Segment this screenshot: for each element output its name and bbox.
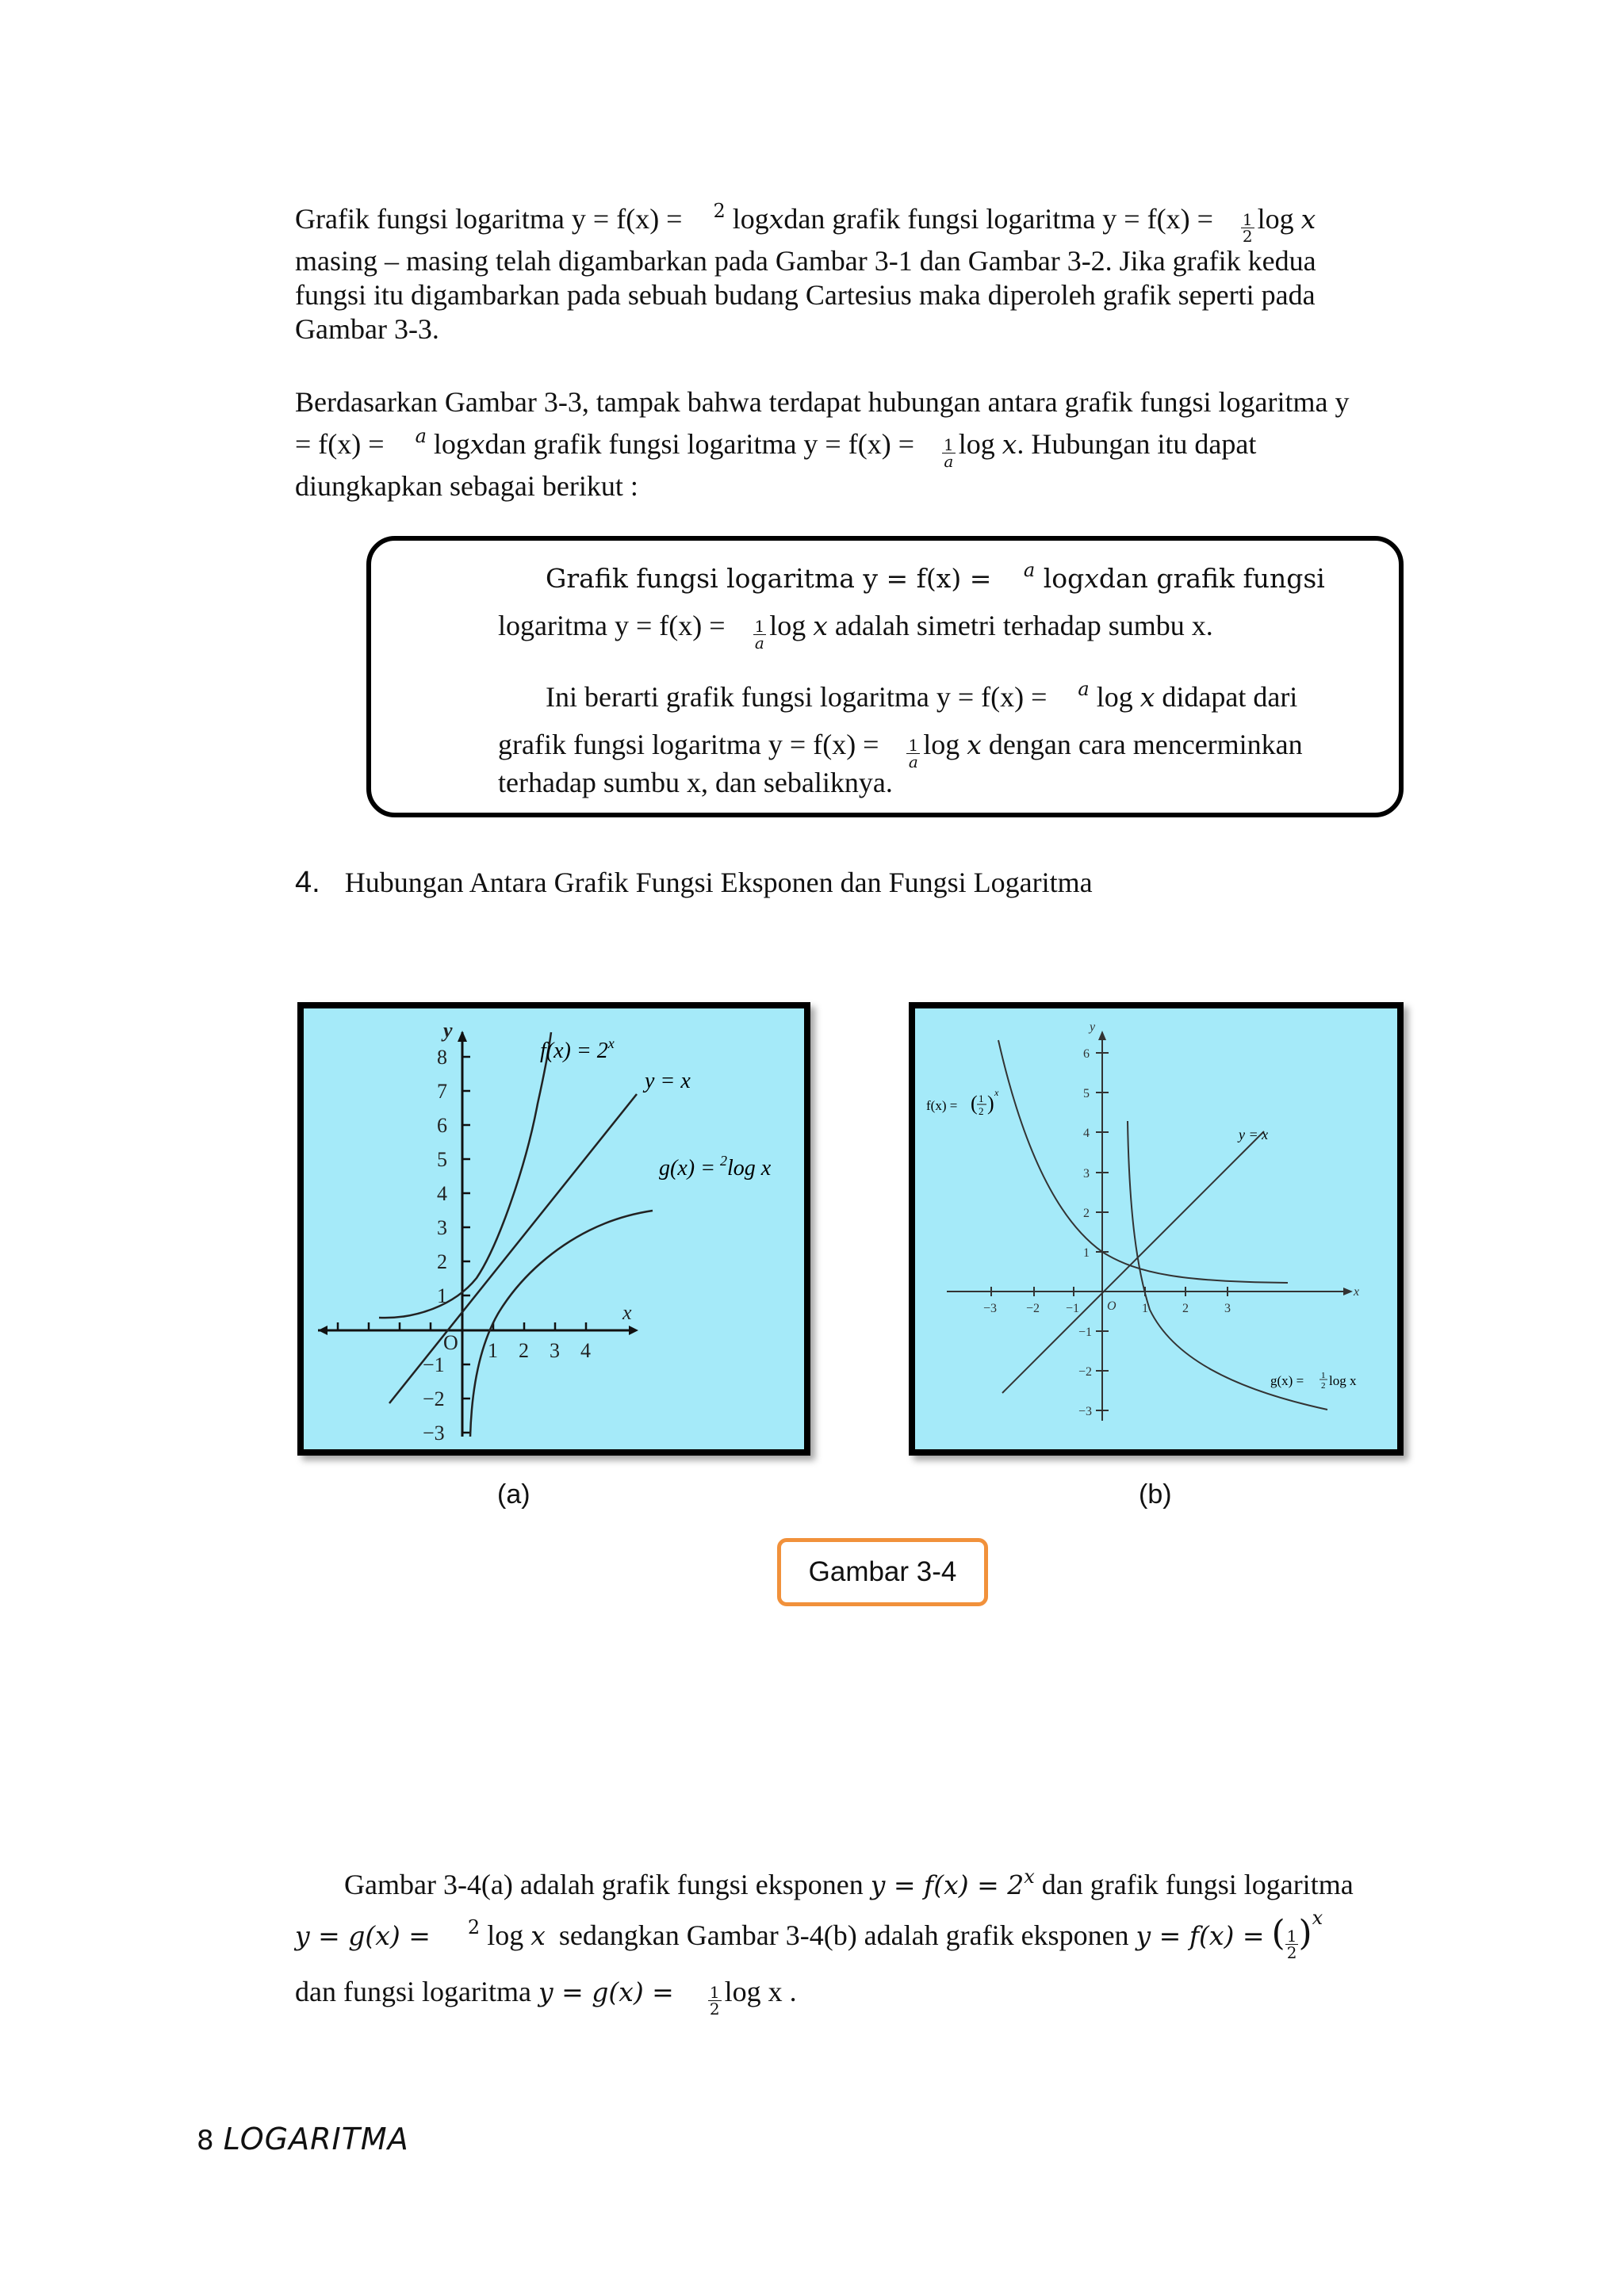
p3-eq3-fraction	[1285, 1928, 1299, 1961]
p1-fraction	[1241, 212, 1254, 244]
callout-l4-fraction	[906, 737, 920, 770]
fa-ytick-6: 6	[437, 1114, 447, 1137]
fa-xtick-4: 4	[580, 1339, 591, 1362]
fa-x-axis-label: x	[622, 1301, 632, 1324]
fb-ytick-m1: −1	[1078, 1326, 1093, 1339]
footer-title: LOGARITMA	[223, 2122, 409, 2156]
p3-eq3-exp: x	[1312, 1907, 1323, 1929]
p1-var-x: x	[768, 204, 784, 235]
fa-line-y-eq-x	[389, 1094, 637, 1403]
fa-g-label: g(x) = $^2$log x	[659, 1153, 772, 1181]
callout-box	[366, 536, 1404, 817]
callout-l4-text: grafik fungsi logaritma y = f(x) =	[498, 729, 879, 760]
paragraph-1	[295, 202, 1421, 346]
p3-eq3-num: 1	[1286, 1927, 1297, 1946]
fa-xtick-1: 1	[488, 1339, 498, 1362]
fb-ytick-m2: −2	[1078, 1365, 1093, 1379]
fb-ytick-6: 6	[1083, 1047, 1090, 1061]
paragraph-3	[295, 1868, 1421, 2017]
fb-f-frac-den: 2	[979, 1105, 984, 1117]
fa-ytick-4: 4	[437, 1182, 447, 1205]
p2-line2	[295, 427, 1421, 469]
figure-a	[297, 1002, 810, 1456]
fb-ytick-2: 2	[1083, 1207, 1090, 1220]
figure-caption-text: Gambar 3-4	[808, 1556, 957, 1587]
fb-f-label: f(x) =	[926, 1098, 958, 1113]
p3-eq3-den: 2	[1286, 1943, 1297, 1962]
p3-eq1: y = f(x) = 2	[870, 1869, 1025, 1900]
p3-text-e: dan fungsi logaritma	[295, 1976, 531, 2007]
fa-ytick-7: 7	[437, 1080, 447, 1103]
fa-ytick-2: 2	[437, 1250, 447, 1273]
p1-log-base: 2	[713, 200, 726, 222]
fb-xtick-2: 2	[1182, 1302, 1189, 1315]
p3-eq3: y = f(x) =	[1136, 1920, 1265, 1951]
fb-ytick-3: 3	[1083, 1167, 1090, 1181]
callout-l1-base: a	[1023, 559, 1036, 581]
p2-fraction	[942, 437, 956, 469]
fb-xtick-1: 1	[1142, 1302, 1148, 1315]
p1-frac-num: 1	[1242, 210, 1253, 229]
p1-line1	[295, 202, 1421, 244]
p1-log: log	[732, 203, 769, 235]
fb-f-label-paren-close: )	[987, 1092, 994, 1115]
callout-l3-text-c: didapat dari	[1162, 681, 1298, 713]
callout-l1-text: Grafik fungsi logaritma y = f(x) =	[546, 563, 992, 594]
section-heading	[295, 866, 1093, 900]
fb-x-arrow	[1343, 1288, 1353, 1295]
fa-y-axis-label: y	[443, 1019, 453, 1042]
callout-l1-log: log	[1043, 563, 1085, 594]
fa-ytick-5: 5	[437, 1148, 447, 1171]
p2-line1: Berdasarkan Gambar 3-3, tampak bahwa terdapat hubungan antara grafik fungsi logaritma y	[295, 386, 1350, 418]
callout-l3-log: log	[1096, 681, 1133, 713]
fb-xtick-3: 3	[1224, 1302, 1231, 1315]
callout-l4-log: log	[923, 729, 960, 760]
callout-l1-text-c: dan grafik fungsi	[1098, 563, 1325, 594]
callout-line4	[498, 728, 1303, 770]
fb-g-frac-num: 1	[1321, 1371, 1326, 1380]
p3-log: log	[487, 1919, 524, 1951]
callout-l4-text-c: dengan cara mencerminkan	[988, 729, 1303, 760]
p3-eq2: y = g(x) =	[295, 1920, 431, 1951]
fb-xtick-m3: −3	[983, 1302, 998, 1315]
page-footer	[197, 2122, 409, 2156]
fa-ytick-3: 3	[437, 1216, 447, 1239]
callout-l2-x: x	[813, 610, 828, 641]
p3-var-x: x	[530, 1920, 546, 1951]
callout-l4-den: a	[908, 752, 918, 771]
fa-x-arrow	[629, 1326, 638, 1335]
callout-l3-text: Ini berarti grafik fungsi logaritma y = f(x) =	[546, 681, 1048, 713]
callout-l3-base: a	[1078, 678, 1090, 700]
section-number: 4.	[295, 866, 320, 899]
p3-eq4-num: 1	[709, 1983, 720, 2002]
p3-eq1-exp: x	[1024, 1866, 1035, 1888]
p3-line2	[295, 1907, 1421, 1962]
p1-line3: fungsi itu digambarkan pada sebuah budang Cartesius maka diperoleh grafik seperti pada	[295, 279, 1316, 311]
p3-line1	[295, 1868, 1421, 1902]
p3-text-a: Gambar 3-4(a) adalah grafik fungsi eksponen	[344, 1869, 864, 1900]
figure-b	[909, 1002, 1404, 1456]
figure-b-caption: (b)	[1139, 1479, 1172, 1510]
p1-frac-den: 2	[1242, 227, 1253, 246]
callout-l2-log: log	[769, 610, 806, 641]
fa-y-arrow	[458, 1031, 467, 1042]
p3-eq4-den: 2	[709, 1999, 720, 2019]
fb-curve-g	[1128, 1121, 1327, 1410]
callout-l3-x: x	[1139, 682, 1155, 713]
callout-l2-den: a	[754, 633, 764, 652]
p3-text-b: dan grafik fungsi logaritma	[1041, 1869, 1354, 1900]
p3-eq4-fraction	[708, 1984, 722, 2017]
fb-f-exp: x	[994, 1087, 999, 1098]
p3-log-base: 2	[467, 1916, 481, 1938]
fb-curve-f	[998, 1040, 1288, 1283]
callout-line1	[546, 561, 1325, 595]
fb-ytick-4: 4	[1083, 1127, 1090, 1140]
callout-l4-x: x	[967, 729, 982, 760]
callout-l2-num: 1	[754, 617, 765, 636]
fa-origin: O	[443, 1331, 458, 1354]
fa-ytick-m1: −1	[423, 1353, 445, 1376]
p3-line3	[295, 1975, 1421, 2017]
p3-text-f: log x .	[724, 1976, 797, 2007]
fb-f-label-paren: (	[971, 1092, 978, 1115]
p2-text-a: = f(x) =	[295, 428, 385, 460]
fa-f-label: $f(x) = 2^x$	[540, 1035, 615, 1063]
figure-a-caption: (a)	[497, 1479, 530, 1510]
fa-ytick-1: 1	[437, 1284, 447, 1307]
p2-var-x: x	[469, 429, 485, 460]
p2-line3: diungkapkan sebagai berikut :	[295, 470, 638, 502]
fb-y-axis-label: y	[1090, 1020, 1096, 1034]
p1-line4: Gambar 3-3.	[295, 313, 439, 345]
fa-xtick-3: 3	[550, 1339, 560, 1362]
p1-line2: masing – masing telah digambarkan pada Gambar 3-1 dan Gambar 3-2. Jika grafik kedua	[295, 245, 1316, 277]
callout-l2-fraction	[753, 618, 767, 651]
fb-xtick-m1: −1	[1066, 1302, 1080, 1315]
fb-xtick-m2: −2	[1026, 1302, 1040, 1315]
section-title: Hubungan Antara Grafik Fungsi Eksponen dan Fungsi Logaritma	[344, 867, 1093, 898]
fb-ytick-5: 5	[1083, 1087, 1090, 1100]
p1-text-a: Grafik fungsi logaritma y = f(x) =	[295, 203, 683, 235]
paragraph-2	[295, 385, 1421, 503]
p2-frac-num: 1	[944, 435, 954, 454]
p3-eq3-base: (	[1271, 1913, 1285, 1954]
p2-var-x-2: x	[1002, 429, 1017, 460]
p1-log-2: log	[1257, 203, 1294, 235]
callout-l5-text: terhadap sumbu x, dan sebaliknya.	[498, 767, 893, 798]
callout-l2-text-c: adalah simetri terhadap sumbu x.	[834, 610, 1213, 641]
fa-ytick-m3: −3	[423, 1422, 445, 1445]
page-number: 8	[197, 2125, 214, 2156]
p2-frac-den: a	[944, 452, 954, 471]
figure-a-graph	[304, 1008, 804, 1449]
fb-ytick-m3: −3	[1078, 1405, 1093, 1418]
fb-f-frac-num: 1	[979, 1093, 984, 1104]
p1-var-x-2: x	[1300, 204, 1316, 235]
p3-eq4: y = g(x) =	[538, 1976, 674, 2007]
fb-x-axis-label: x	[1354, 1285, 1360, 1299]
fb-yx-label: y = x	[1239, 1127, 1269, 1142]
p2-log: log	[433, 428, 470, 460]
p2-text-e: . Hubungan itu dapat	[1017, 428, 1257, 460]
fb-ytick-1: 1	[1083, 1246, 1090, 1260]
fa-ytick-m2: −2	[423, 1387, 445, 1410]
p3-eq3-base-close: )	[1298, 1913, 1312, 1954]
figure-b-graph	[915, 1008, 1397, 1449]
p2-text-c: dan grafik fungsi logaritma y = f(x) =	[485, 428, 914, 460]
figure-caption-box	[777, 1538, 988, 1606]
p2-log-base: a	[415, 425, 427, 447]
fa-yx-label: y = x	[645, 1069, 691, 1093]
callout-l1-x: x	[1084, 563, 1099, 594]
fb-y-arrow	[1098, 1031, 1106, 1040]
p3-text-d: sedangkan Gambar 3-4(b) adalah grafik eksponen	[558, 1919, 1129, 1951]
fb-g-frac-den: 2	[1321, 1381, 1326, 1391]
p1-text-c: dan grafik fungsi logaritma y = f(x) =	[783, 203, 1213, 235]
callout-line3	[546, 680, 1297, 714]
p2-log-2: log	[958, 428, 995, 460]
fb-origin: O	[1107, 1299, 1116, 1313]
fa-ytick-8: 8	[437, 1046, 447, 1069]
callout-l2-text: logaritma y = f(x) =	[498, 610, 726, 641]
fb-g-label: g(x) =	[1270, 1373, 1304, 1388]
fa-x-arrow-left	[318, 1326, 327, 1335]
callout-line2	[498, 609, 1213, 651]
fa-curve-f	[379, 1032, 551, 1318]
fb-g-log: log x	[1329, 1373, 1357, 1388]
fa-xtick-2: 2	[519, 1339, 529, 1362]
callout-l4-num: 1	[908, 736, 919, 755]
callout-line5	[498, 766, 893, 800]
